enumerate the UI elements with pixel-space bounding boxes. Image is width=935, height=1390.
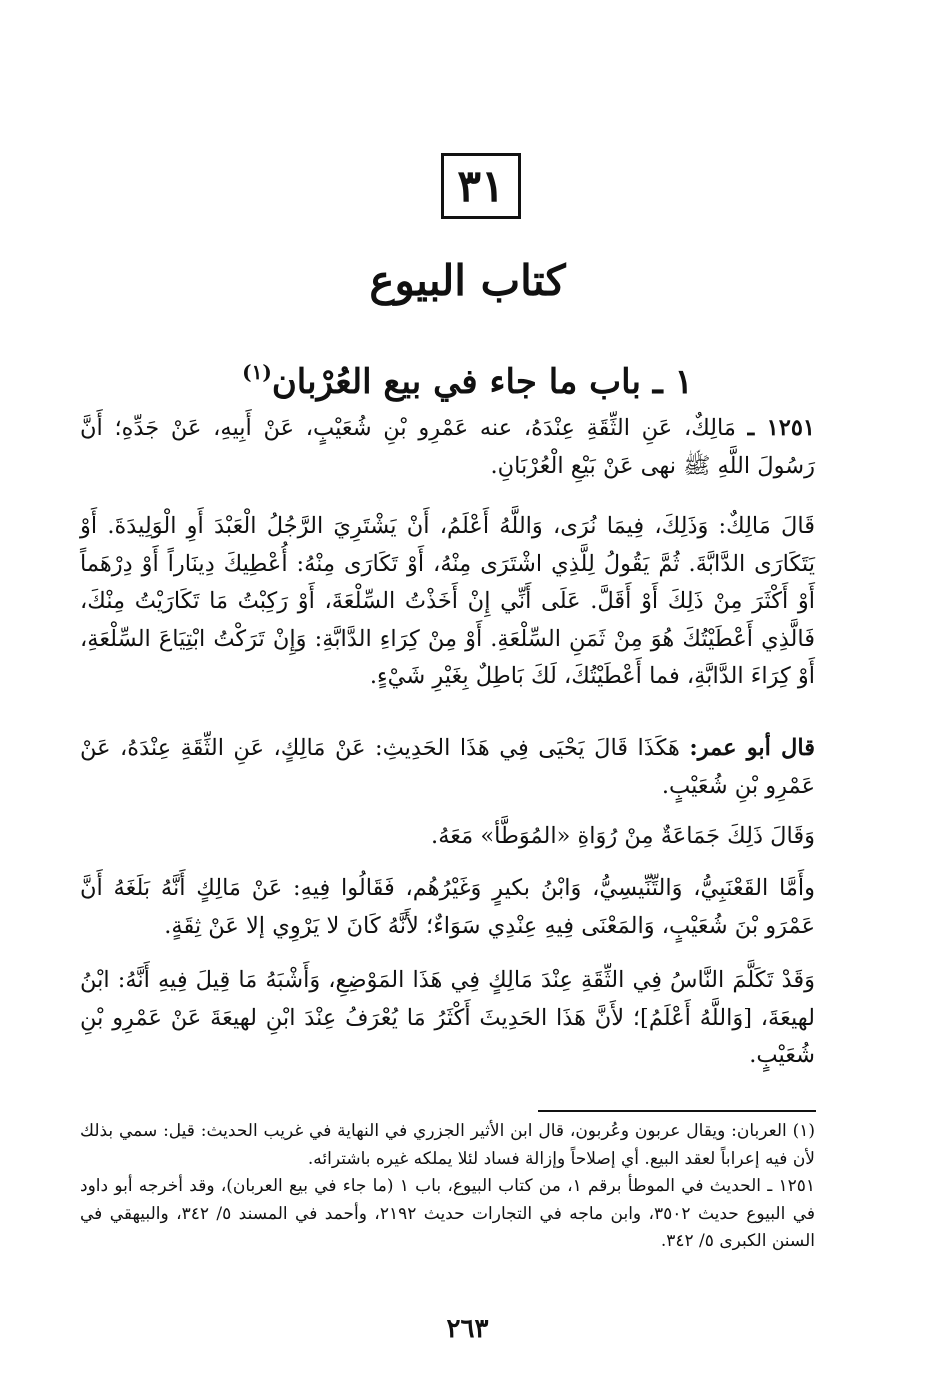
commentary-paragraph-4 <box>80 870 815 945</box>
paragraph-text: قَالَ مَالِكٌ: وَذَلِكَ، فِيمَا نُرَى، وَاللَّهُ أَعْلَمُ، أَنْ يَشْتَرِيَ الرَّجُلُ الْعَبْدَ أَوِ الْوَلِيدَةَ. أَوْ يَتَكَارَى الدَّابَّةَ. ثُمَّ يَقُولُ لِلَّذِي اشْتَرَى مِنْهُ، أَوْ تَكَارَى مِنْهُ: أُعْطِيكَ دِينَاراً أَوْ دِرْهَماً أَوْ أَكْثَرَ مِنْ ذَلِكَ أَوْ أَقَلَّ. عَلَى أَنِّي إِنْ أَخَذْتُ السِّلْعَةَ، أَوْ رَكِبْتُ مَا تَكَارَيْتُ مِنْكَ، فَالَّذِي أَعْطَيْتُكَ هُوَ مِنْ ثَمَنِ السِّلْعَةِ. أَوْ مِنْ كِرَاءِ الدَّابَّةِ: وَإِنْ تَرَكْتُ ابْتِيَاعَ السِّلْعَةِ، أَوْ كِرَاءَ الدَّابَّةِ، فما أَعْطَيْتُكَ، لَكَ بَاطِلٌ بِغَيْرِ شَيْءٍ. <box>80 513 815 689</box>
footnote-reference: (١) <box>242 360 272 384</box>
commentary-paragraph-5 <box>80 962 815 1075</box>
hadith-block <box>80 410 815 485</box>
paragraph-text: وَقَدْ تَكَلَّمَ النَّاسُ فِي الثِّقَةِ عِنْدَ مَالِكٍ فِي هَذَا المَوْضِعِ، وَأَشْبَهُ مَا قِيلَ فِيهِ أَنَّهُ: ابْنُ لهيعَةَ، [وَاللَّهُ أَعْلَمُ]؛ لأَنَّ هَذَا الحَدِيثَ أَكْثَرُ مَا يُعْرَفُ عِنْدَ ابْنِ لهيعَةَ عَنْ عَمْرِو بْنِ شُعَيْبٍ. <box>80 967 815 1068</box>
hadith-paragraph <box>80 410 815 485</box>
paragraph-speaker: قال أبو عمر: <box>689 735 815 761</box>
footnote-text: العربان: ويقال عربون وعُربون، قال ابن الأثير الجزري في النهاية في غريب الحديث: قيل: سمي بذلك لأن فيه إعراباً لعقد البيع. أي إصلاحاً وإزالة فساد لئلا يملكه غيره باشترائه. <box>80 1121 815 1169</box>
commentary-paragraph-2 <box>80 730 815 805</box>
hadith-number: ١٢٥١ ـ <box>747 415 815 441</box>
footnote-text: الحديث في الموطأ برقم ١، من كتاب البيوع، باب ١ (ما جاء في بيع العربان)، وقد أخرجه أبو داود في البيوع حديث ٣٥٠٢، وابن ماجه في التجارات حديث ٢١٩٢، وأحمد في المسند ٥/ ٣٤٢، والبيهقي في السنن الكبرى ٥/ ٣٤٢. <box>80 1176 816 1251</box>
footnotes <box>80 1118 815 1256</box>
footnote-label: (١) <box>792 1121 816 1141</box>
footnote-2 <box>80 1173 815 1256</box>
hadith-text: مَالِكٌ، عَنِ الثِّقَةِ عِنْدَهُ، عنه عَمْرِو بْنِ شُعَيْبٍ، عَنْ أَبِيهِ، عَنْ جَدِّهِ؛ أَنَّ رَسُولَ اللَّهِ ﷺ نهى عَنْ بَيْعِ الْعُرْبَانِ. <box>80 415 815 479</box>
chapter-number-box <box>441 153 521 219</box>
paragraph-text: هَكَذَا قَالَ يَحْيَى فِي هَذَا الحَدِيثِ: عَنْ مَالِكٍ، عَنِ الثِّقَةِ عِنْدَهُ، عَنْ عَمْرِو بْنِ شُعَيْبٍ. <box>80 735 815 799</box>
page-number: ٢٦٣ <box>446 1314 489 1344</box>
paragraph-text: وَقَالَ ذَلِكَ جَمَاعَةٌ مِنْ رُوَاةِ «المُوَطَّأ» مَعَهُ. <box>431 823 815 849</box>
paragraph-text: وأَمَّا القَعْنَبِيُّ، وَالتِّنِّيسِيُّ، وَابْنُ بكيرٍ وَغَيْرُهُم، فَقَالُوا فِيهِ: عَنْ مَالِكٍ أَنَّهُ بَلَغَهُ أَنَّ عَمْرَو بْنَ شُعَيْبٍ، وَالمَعْنَى فِيهِ عِنْدِي سَوَاءٌ؛ لأَنَّهُ كَانَ لا يَرْوِي إلا عَنْ ثِقَةٍ. <box>80 875 815 939</box>
footnote-1 <box>80 1118 815 1173</box>
commentary-paragraph-1 <box>80 508 815 696</box>
footnote-label: ١٢٥١ ـ <box>767 1176 816 1196</box>
footnote-divider <box>538 1110 816 1112</box>
commentary-paragraph-3 <box>80 818 815 856</box>
chapter-heading <box>0 342 935 412</box>
chapter-number: ٣١ <box>457 160 505 212</box>
book-title: كتاب البيوع <box>369 256 566 305</box>
chapter-heading-text: ١ ـ باب ما جاء في بيع العُرْبان <box>271 362 693 402</box>
